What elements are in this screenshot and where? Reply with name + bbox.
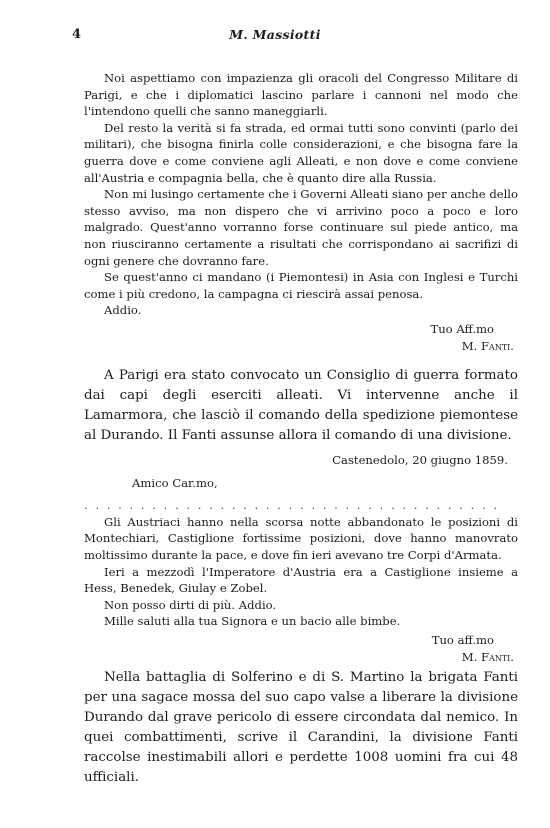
page-header	[72, 27, 478, 47]
letter-1-paragraph: Noi aspettiamo con impazienza gli oracoli del Congresso Militare di Parigi, e che i diplomatici lascino parlare i cannoni nel modo che l'intendono quelli che sanno maneggiarli.	[84, 71, 518, 119]
ellipsis-line: . . . . . . . . . . . . . . . . . . . . . . . . . . . . . . . . . . . . .	[84, 498, 500, 513]
narrative-1	[84, 366, 518, 446]
letter-2-paragraph: Non posso dirti di più. Addio.	[104, 597, 277, 612]
letter-2	[84, 452, 518, 665]
narrative-2	[84, 668, 518, 788]
letter-2-salutation: Amico Car.mo,	[132, 475, 218, 490]
letter-2-closing: Tuo aff.mo	[431, 632, 494, 647]
letter-1-closing: Tuo Aff.mo	[430, 321, 494, 336]
narrative-paragraph: A Parigi era stato convocato un Consiglio di guerra formato dai capi degli eserciti alleati. Vi intervenne anche il Lamarmora, che lasciò il comando della spedizione piemontese al Durando. Il Fanti assunse allora il comando di una divisione.	[84, 368, 518, 443]
letter-2-date: Castenedolo, 20 giugno 1859.	[332, 453, 508, 467]
letter-2-paragraph: Gli Austriaci hanno nella scorsa notte abbandonato le posizioni di Montechiari, Castiglione fortissime posizioni, dove hanno manovrato moltissimo durante la pace, e dove fin ieri avevano tre Corpi d'Armata.	[84, 514, 518, 562]
letter-1-paragraph: Non mi lusingo certamente che i Governi Alleati siano per anche dello stesso avviso, ma non dispero che vi arrivino poco a poco e loro malgrado. Quest'anno vorranno forse continuare sul piede antico, ma non riusciranno certamente a risultati che corrispondano ai sacrifizi di ogni genere che dovranno fare.	[84, 187, 518, 268]
letter-1-paragraph: Se quest'anno ci mandano (i Piemontesi) in Asia con Inglesi e Turchi come i più credono, la campagna ci riescirà assai penosa.	[84, 270, 518, 301]
letter-1-paragraph: Del resto la verità si fa strada, ed ormai tutti sono convinti (parlo dei militari), che bisogna finirla colle considerazioni, e che bisogna fare la guerra dove e come conviene agli Alleati, e non dove e come conviene all'Austria e compagnia bella, che è quanto dire alla Russia.	[84, 120, 518, 185]
letter-2-signature: M. Fanti.	[461, 649, 514, 664]
letter-2-paragraph: Mille saluti alla tua Signora e un bacio alle bimbe.	[104, 614, 401, 629]
letter-1	[84, 70, 518, 354]
narrative-paragraph: Nella battaglia di Solferino e di S. Martino la brigata Fanti per una sagace mossa del suo capo valse a liberare la divisione Durando dal grave pericolo di essere circondata dal nemico. In quei combattimenti, scrive il Carandini, la divisione Fanti raccolse inestimabili allori e perdette 1008 uomini fra cui 48 ufficiali.	[84, 670, 518, 785]
letter-1-farewell: Addio.	[104, 303, 142, 318]
running-head: M. Massiotti	[229, 27, 321, 42]
letter-2-paragraph: Ieri a mezzodì l'Imperatore d'Austria era a Castiglione insieme a Hess, Benedek, Giulay e Zobel.	[84, 564, 518, 596]
page-number: 4	[72, 27, 82, 42]
letter-1-signature: M. Fanti.	[461, 338, 514, 353]
